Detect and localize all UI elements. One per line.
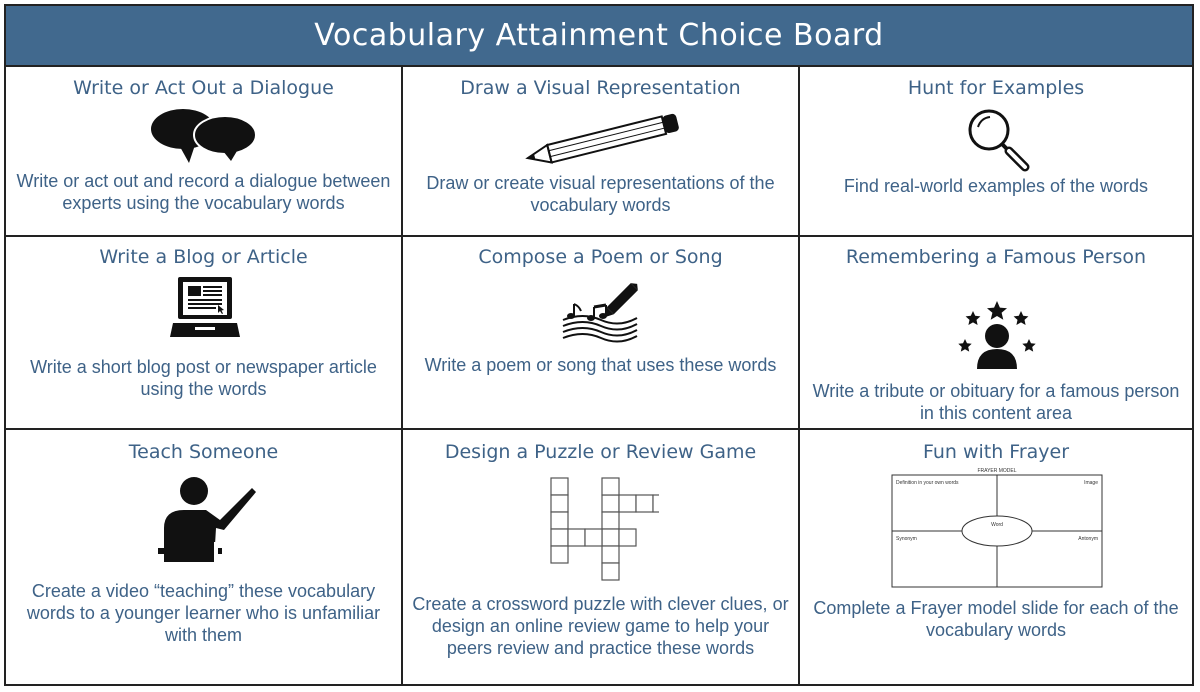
cell-dialogue bbox=[6, 65, 403, 235]
crossword-square bbox=[551, 512, 568, 529]
cell-examples bbox=[800, 65, 1192, 235]
cell-blog bbox=[6, 235, 403, 428]
speech-bubbles-icon bbox=[149, 107, 259, 163]
cell-frayer bbox=[800, 428, 1192, 684]
cell-visual bbox=[403, 65, 800, 235]
frayer-synonym-label: Synonym bbox=[896, 536, 917, 542]
frayer-word-label: Word bbox=[991, 522, 1003, 528]
crossword-square bbox=[602, 563, 619, 580]
cell-title: Fun with Frayer bbox=[922, 441, 1070, 463]
cell-title: Write a Blog or Article bbox=[99, 246, 308, 268]
pencil-icon bbox=[521, 109, 687, 165]
cell-title: Write or Act Out a Dialogue bbox=[73, 77, 334, 99]
crossword-square bbox=[585, 529, 602, 546]
crossword-square bbox=[653, 495, 659, 512]
cell-famous-person bbox=[800, 235, 1192, 428]
crossword-square bbox=[602, 478, 619, 495]
cell-description: Write a short blog post or newspaper article using the words bbox=[30, 357, 377, 399]
crossword-square bbox=[636, 495, 653, 512]
cell-description: Write or act out and record a dialogue between experts using the vocabulary words bbox=[16, 171, 391, 213]
cell-description: Write a poem or song that uses these words bbox=[424, 355, 777, 375]
cell-title: Design a Puzzle or Review Game bbox=[444, 441, 757, 463]
cell-description: Find real-world examples of the words bbox=[843, 176, 1149, 196]
laptop-icon bbox=[169, 275, 241, 341]
crossword-square bbox=[602, 512, 619, 529]
crossword-icon bbox=[549, 476, 659, 582]
frayer-heading: FRAYER MODEL bbox=[977, 468, 1017, 474]
teacher-icon bbox=[154, 476, 258, 566]
cell-title: Hunt for Examples bbox=[907, 77, 1085, 99]
cell-description: Create a crossword puzzle with clever clues, or design an online review game to help your peers review and practice these words bbox=[412, 594, 789, 658]
choice-grid bbox=[6, 65, 1192, 684]
cell-title: Teach Someone bbox=[128, 441, 279, 463]
frayer-model-icon bbox=[890, 466, 1104, 588]
crossword-square bbox=[602, 529, 619, 546]
frayer-antonym-label: Antonym bbox=[1078, 536, 1098, 542]
cell-puzzle bbox=[403, 428, 800, 684]
crossword-square bbox=[551, 478, 568, 495]
frayer-image-label: Image bbox=[1084, 480, 1098, 486]
cell-title: Remembering a Famous Person bbox=[845, 246, 1147, 268]
music-pen-icon bbox=[561, 282, 641, 348]
cell-description: Complete a Frayer model slide for each of the vocabulary words bbox=[813, 598, 1179, 640]
crossword-square bbox=[619, 529, 636, 546]
crossword-square bbox=[551, 529, 568, 546]
cell-teach bbox=[6, 428, 403, 684]
magnifying-glass-icon bbox=[965, 107, 1031, 173]
frayer-definition-label: Definition in your own words bbox=[896, 480, 959, 486]
crossword-square bbox=[602, 546, 619, 563]
board-title: Vocabulary Attainment Choice Board bbox=[6, 6, 1192, 65]
choice-board bbox=[4, 4, 1194, 686]
cell-title: Draw a Visual Representation bbox=[460, 77, 741, 99]
cell-description: Create a video “teaching” these vocabulary words to a younger learner who is unfamiliar with them bbox=[26, 581, 381, 645]
crossword-square bbox=[551, 546, 568, 563]
cell-description: Write a tribute or obituary for a famous person in this content area bbox=[812, 381, 1180, 423]
cell-poem bbox=[403, 235, 800, 428]
crossword-square bbox=[568, 529, 585, 546]
crossword-square bbox=[602, 495, 619, 512]
cell-title: Compose a Poem or Song bbox=[478, 246, 723, 268]
cell-description: Draw or create visual representations of the vocabulary words bbox=[426, 173, 775, 215]
person-stars-icon bbox=[957, 299, 1037, 371]
crossword-square bbox=[619, 495, 636, 512]
crossword-square bbox=[551, 495, 568, 512]
